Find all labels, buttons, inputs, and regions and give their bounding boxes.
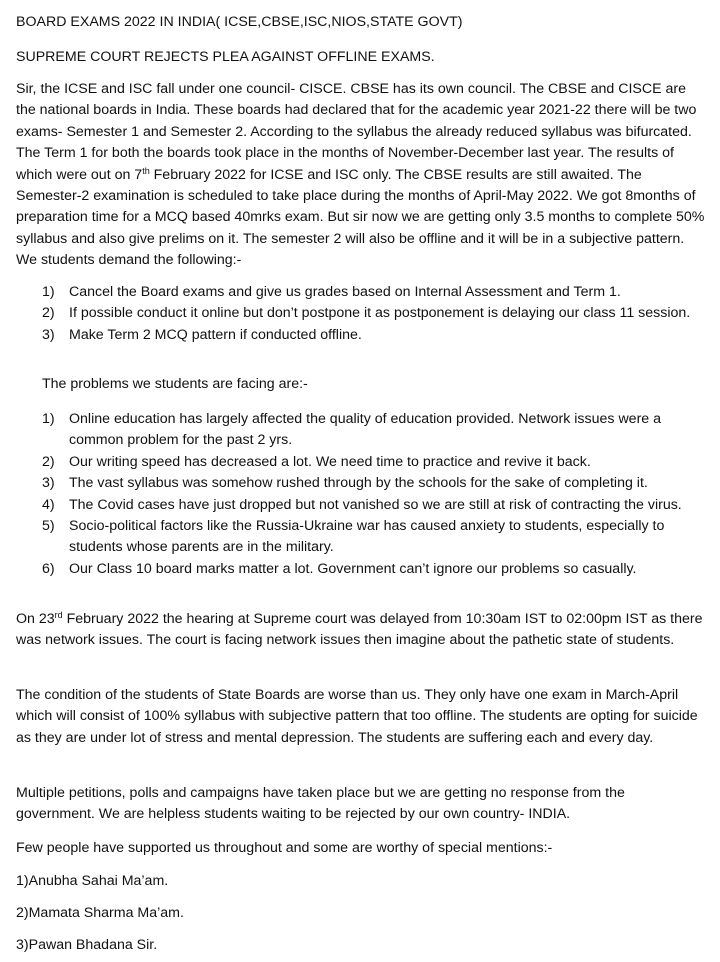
list-number: 4) [42, 496, 55, 513]
list-number: 1) [42, 284, 55, 300]
list-item [42, 495, 702, 516]
list-number: 3) [42, 475, 55, 492]
intro-paragraph [16, 79, 706, 272]
intro-superscript: th [142, 165, 150, 176]
list-text: Online education has largely affected the quality of education provided. Network issues were a common problem for the past 2 yrs. [69, 411, 662, 449]
list-item [42, 282, 702, 303]
list-item [42, 303, 702, 324]
list-item [42, 452, 702, 473]
supporter-item: 1)Anubha Sahai Ma’am. [16, 873, 169, 889]
list-text: Make Term 2 MCQ pattern if conducted offline. [69, 326, 362, 343]
supporters-intro: Few people have supported us throughout and some are worthy of special mentions:- [16, 840, 553, 856]
problems-intro: The problems we students are facing are:- [42, 376, 308, 392]
hearing-text-start: On 23 [16, 611, 55, 627]
state-boards-paragraph [16, 685, 706, 749]
supporter-item: 3)Pawan Bhadana Sir. [16, 937, 158, 953]
list-text: The vast syllabus was somehow rushed through by the schools for the sake of completing it. [69, 475, 648, 492]
list-item [42, 516, 702, 559]
list-item [42, 409, 702, 452]
list-number: 5) [42, 518, 55, 535]
intro-text-end: February 2022 for ICSE and ISC only. The CBSE results are still awaited. The Semester-2 examination is scheduled to take place during the months of April-May 2022. We got 8months of preparation time for a MCQ based 40mrks exam. But sir now we are getting only 3.5 months to complete 50% syllabus and also give prelims on it. The semester 2 will also be offline and it will be in a subjective pattern. We students demand the following:- [16, 166, 705, 269]
demands-list [42, 282, 702, 346]
petitions-text: Multiple petitions, polls and campaigns have taken place but we are getting no response from the government. We are helpless students waiting to be rejected by our own country- INDIA. [16, 785, 625, 823]
hearing-superscript: rd [54, 610, 63, 620]
list-text: Our Class 10 board marks matter a lot. Government can’t ignore our problems so casually. [69, 560, 637, 577]
hearing-text-end: February 2022 the hearing at Supreme court was delayed from 10:30am IST to 02:00pm IST as there was network issues. The court is facing network issues then imagine about the pathetic state of students. [16, 611, 703, 649]
intro-text-start: Sir, the ICSE and ISC fall under one council- CISCE. CBSE has its own council. The CBSE and CISCE are the national boards in India. These boards had declared that for the academic year 2021-22 there will be two exams- Semester 1 and Semester 2. According to the syllabus the already reduced syllabus was bifurcated. The Term 1 for both the boards took place in the months of November-December last year. The results of which were out on 7 [16, 81, 697, 183]
document-subheading: SUPREME COURT REJECTS PLEA AGAINST OFFLINE EXAMS. [16, 49, 435, 65]
list-text: Cancel the Board exams and give us grades based on Internal Assessment and Term 1. [69, 284, 621, 300]
list-number: 2) [42, 305, 55, 322]
list-item [42, 473, 702, 494]
state-boards-text: The condition of the students of State Boards are worse than us. They only have one exam in March-April which will consist of 100% syllabus with subjective pattern that too offline. The students are opting for suicide as they are under lot of stress and mental depression. The students are suffering each and every day. [16, 687, 698, 746]
list-number: 1) [42, 411, 55, 427]
hearing-paragraph [16, 609, 706, 652]
list-text: Our writing speed has decreased a lot. We need time to practice and revive it back. [69, 453, 591, 470]
list-item [42, 325, 702, 346]
list-number: 6) [42, 560, 55, 577]
list-text: If possible conduct it online but don’t postpone it as postponement is delaying our class 11 session. [69, 305, 691, 322]
list-text: The Covid cases have just dropped but not vanished so we are still at risk of contracting the virus. [69, 496, 682, 513]
list-number: 3) [42, 326, 55, 343]
document-heading: BOARD EXAMS 2022 IN INDIA( ICSE,CBSE,ISC,NIOS,STATE GOVT) [16, 14, 463, 30]
problems-list [42, 409, 702, 580]
supporter-item: 2)Mamata Sharma Ma’am. [16, 905, 184, 921]
list-item [42, 559, 702, 580]
list-number: 2) [42, 453, 55, 470]
petitions-paragraph [16, 783, 706, 826]
list-text: Socio-political factors like the Russia-Ukraine war has caused anxiety to students, especially to students whose parents are in the military. [69, 518, 665, 556]
